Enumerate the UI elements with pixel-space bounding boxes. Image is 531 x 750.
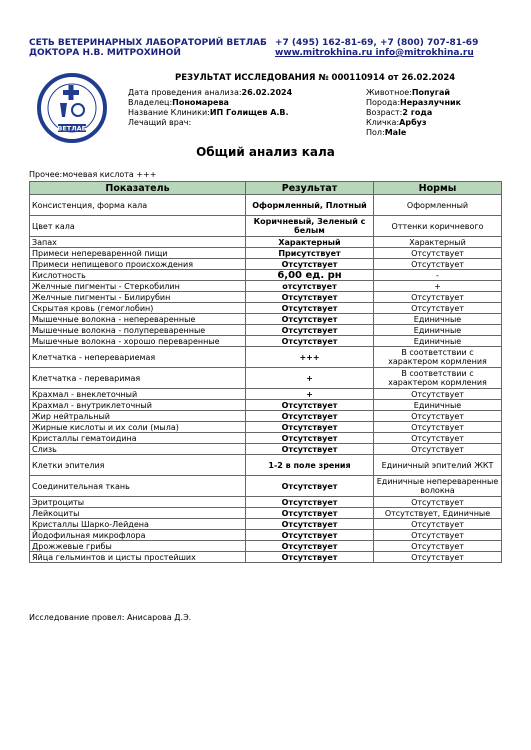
table-row [30,314,502,325]
result-cell: Коричневый, Зеленый с белым [246,216,374,237]
breed-row: Порода:Неразлучник [366,98,462,107]
parameter-cell: Кислотность [30,270,246,281]
result-cell: +++ [246,347,374,368]
norm-cell: Единичные [374,400,502,411]
table-row [30,508,502,519]
result-cell: Отсутствует [246,497,374,508]
norm-cell: - [374,270,502,281]
result-cell: Отсутствует [246,552,374,563]
other-note: Прочее:мочевая кислота +++ [29,170,157,179]
norm-cell: Единичный эпителий ЖКТ [374,455,502,476]
lab-name-line1: СЕТЬ ВЕТЕРИНАРНЫХ ЛАБОРАТОРИЙ ВЕТЛАБ [29,38,267,48]
result-cell: Отсутствует [246,325,374,336]
table-row [30,368,502,389]
lab-name-line2: ДОКТОРА Н.В. МИТРОХИНОЙ [29,48,181,58]
norm-cell: Отсутствует [374,444,502,455]
norm-cell: Отсутствует [374,433,502,444]
age-value: 2 года [402,108,433,117]
parameter-cell: Скрытая кровь (гемоглобин) [30,303,246,314]
result-cell: Оформленный, Плотный [246,195,374,216]
analysis-info [128,88,292,128]
header-result: Результат [246,182,374,195]
table-row [30,444,502,455]
result-cell: Отсутствует [246,476,374,497]
result-cell: + [246,368,374,389]
page-title: Общий анализ кала [196,145,335,159]
result-number: РЕЗУЛЬТАТ ИССЛЕДОВАНИЯ № 000110914 от 26.02.2024 [175,73,456,83]
analysis-date: 26.02.2024 [241,88,293,97]
header-parameter: Показатель [30,182,246,195]
lab-name [29,38,267,58]
table-row [30,400,502,411]
norm-cell: Отсутствует [374,411,502,422]
parameter-cell: Слизь [30,444,246,455]
lab-contacts [275,38,478,58]
table-row [30,325,502,336]
nickname-value: Арбуз [399,118,427,127]
parameter-cell: Кристаллы Шарко-Лейдена [30,519,246,530]
clinic-row: Название Клиники:ИП Голищев А.В. [128,108,289,117]
parameter-cell: Крахмал - внутриклеточный [30,400,246,411]
table-body [30,195,502,563]
nickname-row: Кличка:Арбуз [366,118,427,127]
lab-links [275,48,478,58]
parameter-cell: Эритроциты [30,497,246,508]
norm-cell: Единичные непереваренные волокна [374,476,502,497]
parameter-cell: Соединительная ткань [30,476,246,497]
parameter-cell: Мышечные волокна - непереваренные [30,314,246,325]
table-row [30,336,502,347]
result-cell: Отсутствует [246,541,374,552]
parameter-cell: Примеси непереваренной пищи [30,248,246,259]
parameter-cell: Желчные пигменты - Стеркобилин [30,281,246,292]
parameter-cell: Клетчатка - неперевариемая [30,347,246,368]
animal-value: Попугай [411,88,450,97]
doctor-row: Лечащий врач: [128,118,192,127]
parameter-cell: Запах [30,237,246,248]
table-row [30,541,502,552]
norm-cell: Отсутствует, Единичные [374,508,502,519]
animal-row: Животное:Попугай [366,88,450,97]
parameter-cell: Консистенция, форма кала [30,195,246,216]
parameter-cell: Крахмал - внеклеточный [30,389,246,400]
norm-cell: В соответствии с характером кормления [374,368,502,389]
result-cell: Отсутствует [246,530,374,541]
norm-cell: Отсутствует [374,530,502,541]
result-cell: Отсутствует [246,292,374,303]
parameter-cell: Мышечные волокна - хорошо переваренные [30,336,246,347]
norm-cell: Отсутствует [374,552,502,563]
parameter-cell: Яйца гельминтов и цисты простейших [30,552,246,563]
table-row [30,476,502,497]
animal-info [366,88,461,138]
norm-cell: Единичные [374,336,502,347]
result-cell: Отсутствует [246,314,374,325]
logo-brand-text: ВЕТЛАБ [57,124,87,133]
table-row [30,303,502,314]
table-row [30,389,502,400]
table-row [30,248,502,259]
norm-cell: Отсутствует [374,389,502,400]
result-cell: отсутствует [246,281,374,292]
table-row [30,195,502,216]
parameter-cell: Кристаллы гематоидина [30,433,246,444]
parameter-cell: Жирные кислоты и их соли (мыла) [30,422,246,433]
parameter-cell: Клетчатка - переваримая [30,368,246,389]
results-table [29,181,502,563]
header-norm: Нормы [374,182,502,195]
parameter-cell: Цвет кала [30,216,246,237]
norm-cell: Оттенки коричневого [374,216,502,237]
table-row [30,497,502,508]
sex-value: Male [384,128,407,137]
result-cell: Отсутствует [246,433,374,444]
lab-phones: +7 (495) 162-81-69, +7 (800) 707-81-69 [275,38,479,48]
result-cell: Отсутствует [246,336,374,347]
sex-row: Пол:Male [366,128,407,137]
email-link[interactable]: info@mitrokhina.ru [375,48,474,58]
performed-by: Исследование провел: Анисарова Д.Э. [29,613,192,622]
norm-cell: В соответствии с характером кормления [374,347,502,368]
norm-cell: Единичные [374,314,502,325]
parameter-cell: Дрожжевые грибы [30,541,246,552]
website-link[interactable]: www.mitrokhina.ru [275,48,373,58]
norm-cell: Отсутствует [374,303,502,314]
analysis-date-row: Дата проведения анализа:26.02.2024 [128,88,293,97]
norm-cell: + [374,281,502,292]
owner-name: Пономарева [172,98,229,107]
norm-cell: Оформленный [374,195,502,216]
norm-cell: Отсутствует [374,259,502,270]
table-row [30,347,502,368]
table-row [30,530,502,541]
table-row [30,422,502,433]
norm-cell: Отсутствует [374,422,502,433]
table-row [30,259,502,270]
result-cell: 1-2 в поле зрения [246,455,374,476]
table-row [30,216,502,237]
norm-cell: Отсутствует [374,497,502,508]
table-row [30,237,502,248]
clinic-name: ИП Голищев А.В. [209,108,289,117]
table-row [30,552,502,563]
result-cell: Отсутствует [246,411,374,422]
table-row [30,455,502,476]
age-row: Возраст:2 года [366,108,433,117]
norm-cell: Отсутствует [374,248,502,259]
norm-cell: Отсутствует [374,519,502,530]
parameter-cell: Примеси непищевого происхождения [30,259,246,270]
table-row [30,433,502,444]
result-cell: 6,00 ед. рн [246,270,374,281]
result-cell: Отсутствует [246,519,374,530]
norm-cell: Единичные [374,325,502,336]
parameter-cell: Лейкоциты [30,508,246,519]
parameter-cell: Мышечные волокна - полупереваренные [30,325,246,336]
table-row [30,270,502,281]
result-cell: Отсутствует [246,422,374,433]
table-row [30,411,502,422]
result-cell: Присутствует [246,248,374,259]
table-row [30,292,502,303]
table-row [30,281,502,292]
norm-cell: Отсутствует [374,292,502,303]
result-cell: Отсутствует [246,259,374,270]
parameter-cell: Йодофильная микрофлора [30,530,246,541]
owner-row: Владелец:Пономарева [128,98,229,107]
result-cell: + [246,389,374,400]
result-cell: Характерный [246,237,374,248]
result-cell: Отсутствует [246,444,374,455]
breed-value: Неразлучник [400,98,462,107]
result-cell: Отсутствует [246,303,374,314]
parameter-cell: Клетки эпителия [30,455,246,476]
result-cell: Отсутствует [246,508,374,519]
table-header-row [30,182,502,195]
norm-cell: Характерный [374,237,502,248]
parameter-cell: Желчные пигменты - Билирубин [30,292,246,303]
table-row [30,519,502,530]
result-cell: Отсутствует [246,400,374,411]
norm-cell: Отсутствует [374,541,502,552]
parameter-cell: Жир нейтральный [30,411,246,422]
vetlab-logo-icon [27,73,117,143]
